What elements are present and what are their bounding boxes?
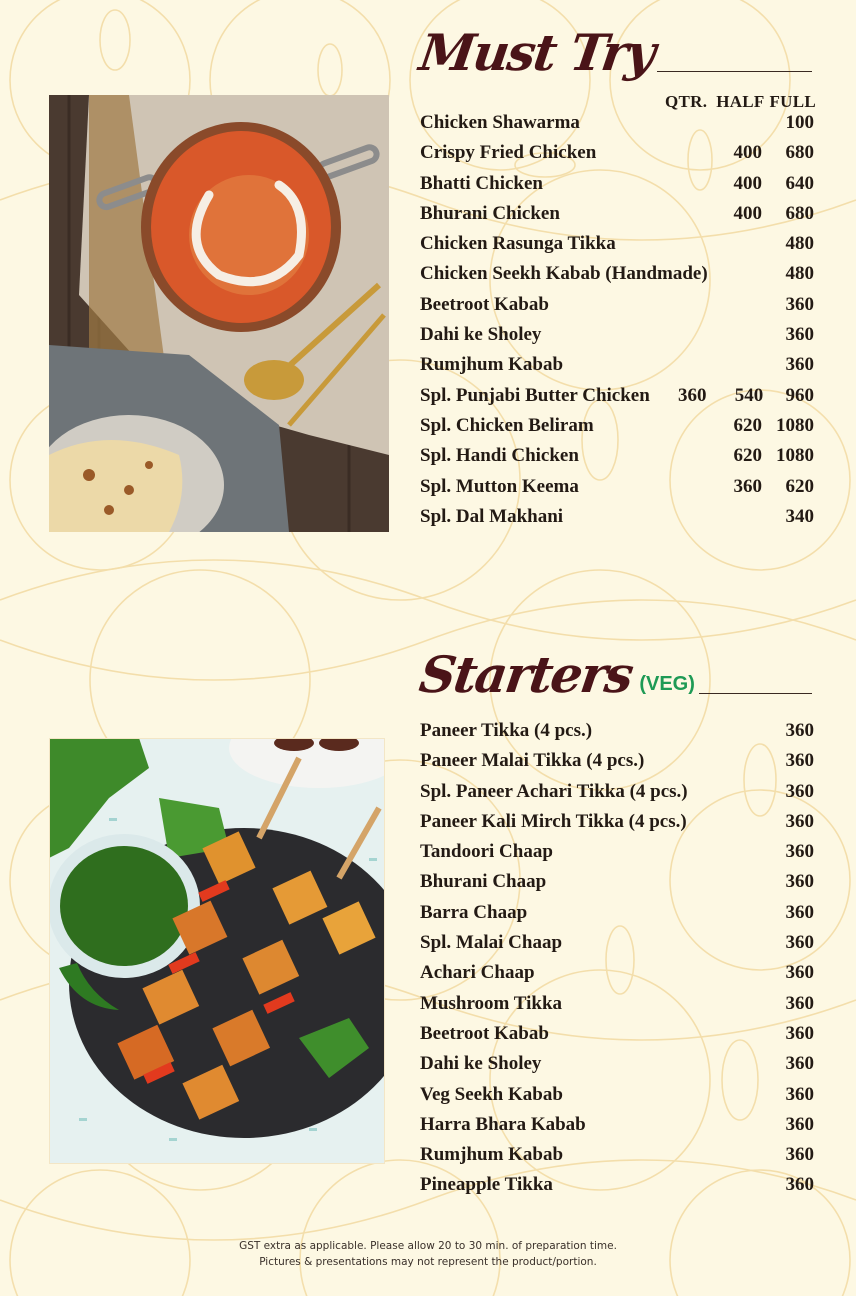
- price: 360: [785, 750, 814, 772]
- price-half: 620: [733, 414, 762, 436]
- price-full: 480: [785, 263, 815, 285]
- menu-item-row: [420, 811, 814, 841]
- menu-item-row: [420, 263, 814, 293]
- price-half: 540: [734, 384, 764, 406]
- item-name: Dahi ke Sholey: [420, 1053, 542, 1075]
- price: 360: [785, 841, 814, 863]
- menu-item-row: [420, 781, 814, 811]
- item-name: Tandoori Chaap: [420, 841, 553, 863]
- item-name: Spl. Paneer Achari Tikka (4 pcs.): [420, 780, 688, 802]
- item-name: Chicken Seekh Kabab (Handmade): [420, 263, 708, 285]
- item-name: Chicken Rasunga Tikka: [420, 233, 616, 255]
- menu-item-row: [420, 415, 814, 445]
- item-name: Spl. Chicken Beliram: [420, 414, 594, 436]
- item-name: Barra Chaap: [420, 901, 528, 923]
- price-full: 360: [785, 293, 814, 315]
- menu-item-row: [420, 871, 814, 901]
- menu-item-row: [420, 750, 814, 780]
- price-full: 360: [785, 354, 814, 376]
- item-name: Spl. Dal Makhani: [420, 505, 564, 527]
- price: 360: [785, 1083, 814, 1105]
- item-name: Crispy Fried Chicken: [420, 142, 597, 164]
- item-name: Rumjhum Kabab: [420, 354, 564, 376]
- price: 360: [785, 1053, 814, 1075]
- price: 360: [785, 810, 814, 832]
- price-full: 480: [785, 233, 814, 255]
- menu-item-row: [420, 294, 814, 324]
- price-full: 680: [785, 202, 814, 224]
- menu-item-row: [420, 932, 814, 962]
- item-name: Spl. Mutton Keema: [420, 475, 579, 497]
- must-try-heading: [415, 22, 812, 82]
- price: 360: [785, 1144, 814, 1166]
- menu-item-row: [420, 902, 814, 932]
- starters-veg-list: [420, 720, 814, 1205]
- item-name: Harra Bhara Kabab: [420, 1113, 586, 1135]
- item-name: Bhurani Chicken: [420, 202, 560, 224]
- menu-item-row: [420, 1023, 814, 1053]
- menu-item-row: [420, 476, 814, 506]
- price-full: 100: [785, 112, 814, 133]
- price: 360: [785, 932, 814, 954]
- menu-item-row: [420, 445, 814, 475]
- heading-divider-line: [657, 71, 812, 72]
- menu-item-row: [420, 993, 814, 1023]
- item-name: Achari Chaap: [420, 962, 535, 984]
- item-name: Paneer Kali Mirch Tikka (4 pcs.): [420, 810, 687, 832]
- price-full: 360: [785, 324, 814, 346]
- price: 360: [785, 720, 814, 741]
- price-full: 620: [785, 475, 814, 497]
- price: 360: [785, 780, 814, 802]
- item-name: Spl. Handi Chicken: [420, 445, 579, 467]
- price: 360: [785, 871, 814, 893]
- menu-item-row: [420, 233, 814, 263]
- butter-chicken-photo: [49, 95, 389, 532]
- column-header-half: HALF: [716, 92, 765, 111]
- menu-item-row: [420, 112, 814, 142]
- menu-item-row: [420, 203, 814, 233]
- price-qtr: 360: [678, 384, 707, 406]
- menu-item-row: [420, 354, 814, 384]
- price-half: 360: [733, 475, 762, 497]
- column-header-qtr: QTR.: [665, 92, 708, 111]
- price: 360: [785, 962, 814, 984]
- menu-item-row: [420, 1114, 814, 1144]
- price: 360: [785, 1113, 814, 1135]
- menu-item-row: [420, 506, 814, 536]
- menu-item-row: [420, 962, 814, 992]
- heading-divider-line: [699, 693, 812, 694]
- item-name: Veg Seekh Kabab: [420, 1083, 563, 1105]
- veg-tag: (VEG): [639, 673, 695, 695]
- price-half: 400: [733, 142, 762, 164]
- menu-item-row: [420, 841, 814, 871]
- starters-title: Starters: [415, 645, 636, 704]
- item-name: Spl. Malai Chaap: [420, 932, 563, 954]
- price: 360: [785, 901, 814, 923]
- price-full: 640: [785, 172, 814, 194]
- item-name: Rumjhum Kabab: [420, 1144, 564, 1166]
- menu-item-row: [420, 720, 814, 750]
- price-full: 1080: [776, 414, 814, 436]
- item-name: Spl. Punjabi Butter Chicken: [420, 384, 650, 406]
- footer-line-pictures: Pictures & presentations may not represent the product/portion.: [259, 1256, 597, 1268]
- item-name: Pineapple Tikka: [420, 1174, 553, 1196]
- price-full: 1080: [776, 445, 814, 467]
- must-try-title: Must Try: [415, 23, 658, 82]
- menu-item-row: [420, 1084, 814, 1114]
- column-header-full: FULL: [769, 92, 816, 111]
- price-half: 400: [733, 172, 762, 194]
- item-name: Chicken Shawarma: [420, 112, 580, 133]
- menu-item-row: [420, 1053, 814, 1083]
- item-name: Mushroom Tikka: [420, 992, 563, 1014]
- menu-item-row: [420, 324, 814, 354]
- price-half: 620: [733, 445, 762, 467]
- paneer-tikka-photo: [49, 738, 385, 1164]
- price-full: 960: [785, 384, 814, 406]
- item-name: Paneer Tikka (4 pcs.): [420, 720, 593, 741]
- price-full: 680: [785, 142, 814, 164]
- item-name: Beetroot Kabab: [420, 293, 549, 315]
- item-name: Beetroot Kabab: [420, 1022, 549, 1044]
- price-full: 340: [785, 505, 814, 527]
- price: 360: [785, 1022, 814, 1044]
- menu-item-row: [420, 142, 814, 172]
- price-column-headers: [650, 92, 816, 112]
- footer-disclaimer: [0, 1238, 856, 1270]
- menu-item-row: [420, 173, 814, 203]
- item-name: Paneer Malai Tikka (4 pcs.): [420, 750, 645, 772]
- price: 360: [785, 1174, 814, 1196]
- footer-line-gst: GST extra as applicable. Please allow 20 to 30 min. of preparation time.: [239, 1240, 617, 1252]
- price-half: 400: [733, 202, 762, 224]
- must-try-list: [420, 112, 814, 536]
- starters-veg-heading: [415, 644, 812, 704]
- item-name: Bhurani Chaap: [420, 871, 547, 893]
- menu-item-row: [420, 385, 814, 415]
- menu-item-row: [420, 1144, 814, 1174]
- menu-item-row: [420, 1174, 814, 1204]
- item-name: Bhatti Chicken: [420, 172, 543, 194]
- price: 360: [785, 992, 814, 1014]
- item-name: Dahi ke Sholey: [420, 324, 542, 346]
